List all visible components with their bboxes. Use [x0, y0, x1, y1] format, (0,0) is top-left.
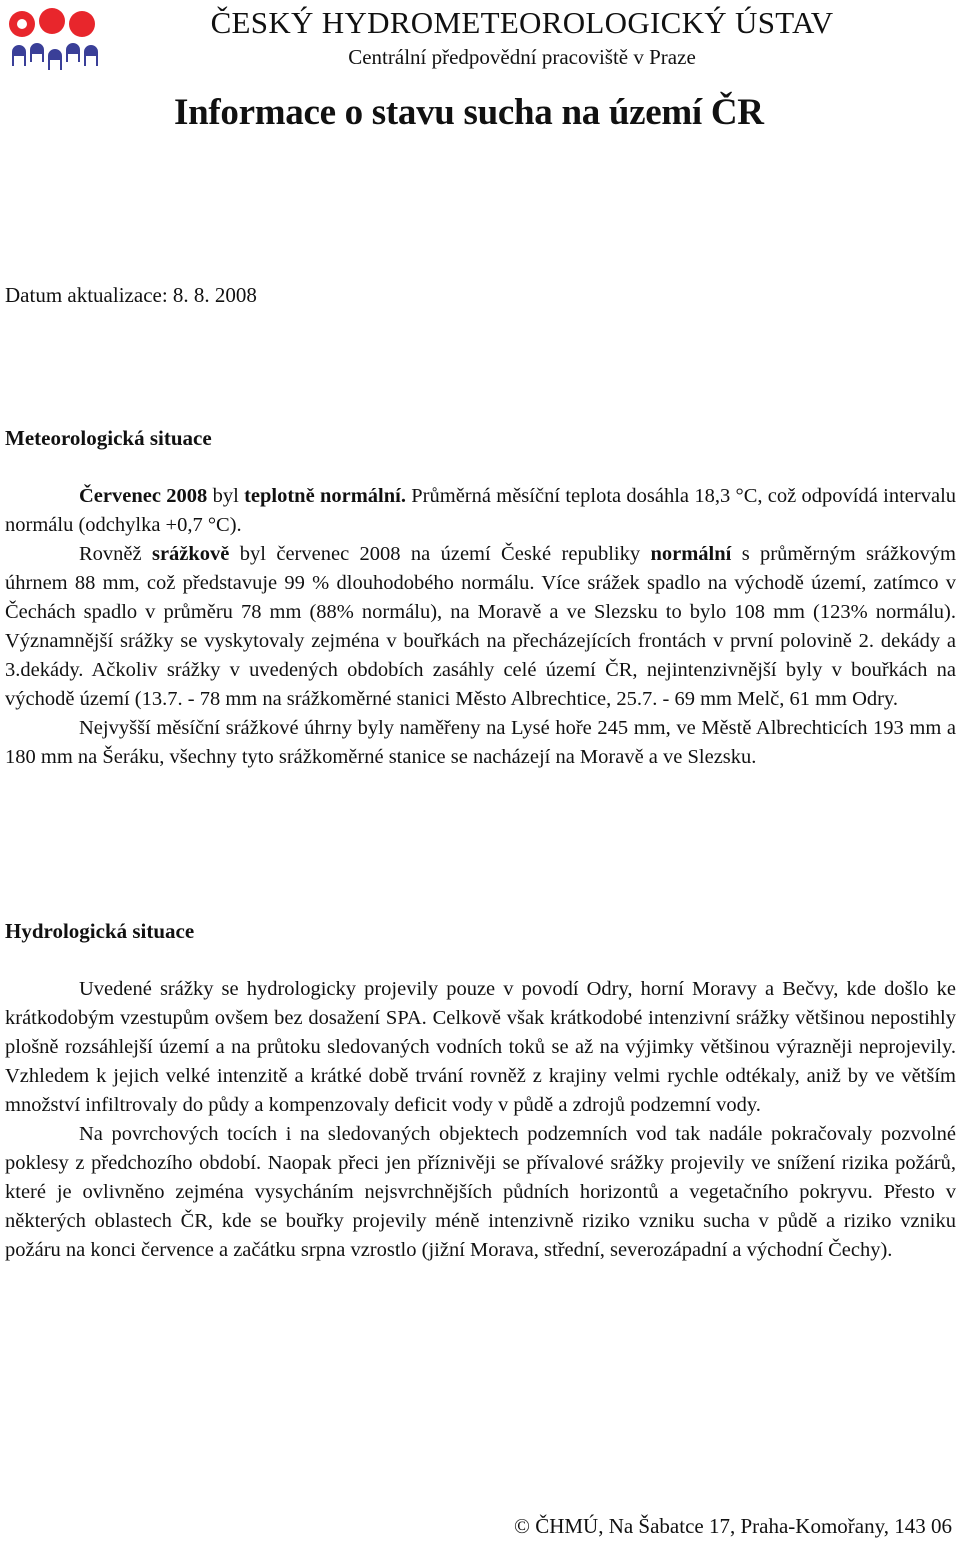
month-emphasis: Červenec 2008 — [79, 485, 208, 507]
text-run: byl červenec 2008 na území České republiky — [229, 543, 651, 565]
hydrological-heading: Hydrologická situace — [5, 919, 195, 943]
meteo-paragraph-2 — [5, 540, 956, 714]
document-title: Informace o stavu sucha na území ČR — [174, 92, 764, 133]
footer-address: © ČHMÚ, Na Šabatce 17, Praha-Komořany, 143 06 — [513, 1514, 952, 1538]
text-run: Rovněž — [79, 543, 152, 565]
organization-name: ČESKÝ HYDROMETEOROLOGICKÝ ÚSTAV — [210, 5, 834, 40]
meteorological-section — [5, 482, 956, 772]
meteorological-heading: Meteorologická situace — [5, 426, 212, 450]
hydro-paragraph-2: Na povrchových tocích i na sledovaných objektech podzemních vod tak nadále pokračovaly pozvolné poklesy z předchozího období. Naopak přeci jen příznivěji se přívalové srážky projevily ve snížení rizika požárů, které je ovlivněno zejména vysycháním nejsvrchnějších půdních horizontů a vegetačního pokryvu. Přesto v některých oblastech ČR, kde se bouřky projevily méně intenzivně riziko vzniku sucha v půdě a riziko vzniku požáru na konci července a začátku srpna vzrostlo (jižní Morava, střední, severozápadní a východní Čechy). — [5, 1123, 956, 1261]
meteo-paragraph-3: Nejvyšší měsíční srážkové úhrny byly naměřeny na Lysé hoře 245 mm, ve Městě Albrechticích 193 mm a 180 mm na Šeráku, všechny tyto srážkoměrné stanice se nacházejí na Moravě a ve Slezsku. — [5, 717, 956, 768]
text-run: Průměrná měsíční teplota dosáhla 18,3 °C, což odpovídá intervalu normálu (odchylka +0,7 °C). — [5, 485, 957, 536]
temperature-emphasis: teplotně normální. — [244, 485, 406, 507]
hydro-paragraph-1: Uvedené srážky se hydrologicky projevily pouze v povodí Odry, horní Moravy a Bečvy, kde došlo ke krátkodobým vzestupům ovšem bez dosažení SPA. Celkově však krátkodobé intenzivní srážky většinou nepostihly plošně rozsáhlejší území a na průtoku sledovaných vodních toků se až na výjimky většinou výrazněji neprojevily. Vzhledem k jejich velké intenzitě a krátké době trvání rovněž z krajiny velmi rychle odtékaly, aniž by ve větším množství infiltrovaly do půdy a kompenzovaly deficit vody v půdě a zdrojů podzemní vody. — [5, 978, 956, 1116]
hydrological-section — [5, 975, 956, 1265]
precipitation-emphasis: srážkově — [151, 543, 230, 565]
update-date: Datum aktualizace: 8. 8. 2008 — [5, 283, 257, 307]
normal-emphasis: normální — [650, 543, 732, 565]
text-run: byl — [207, 485, 245, 507]
meteo-paragraph-1 — [5, 482, 956, 540]
organization-subtitle: Centrální předpovědní pracoviště v Praze — [348, 45, 696, 69]
chmu-logo-icon — [4, 4, 100, 72]
text-run: s průměrným srážkovým úhrnem 88 mm, což představuje 99 % dlouhodobého normálu. Více srážek spadlo na východě území, zatímco v Čechách spadlo v průměru 78 mm (88% normálu), na Moravě a ve Slezsku to bylo 108 mm (123% normálu). Významnější srážky se vyskytovaly zejména v bouřkách na přecházejících frontách v první polovině 2. dekády a 3.dekády. Ačkoliv srážky v uvedených obdobích zasáhly celé území ČR, nejintenzivnější byly v bouřkách na východě území (13.7. - 78 mm na srážkoměrné stanici Město Albrechtice, 25.7. - 69 mm Melč, 61 mm Odry. — [5, 543, 956, 710]
